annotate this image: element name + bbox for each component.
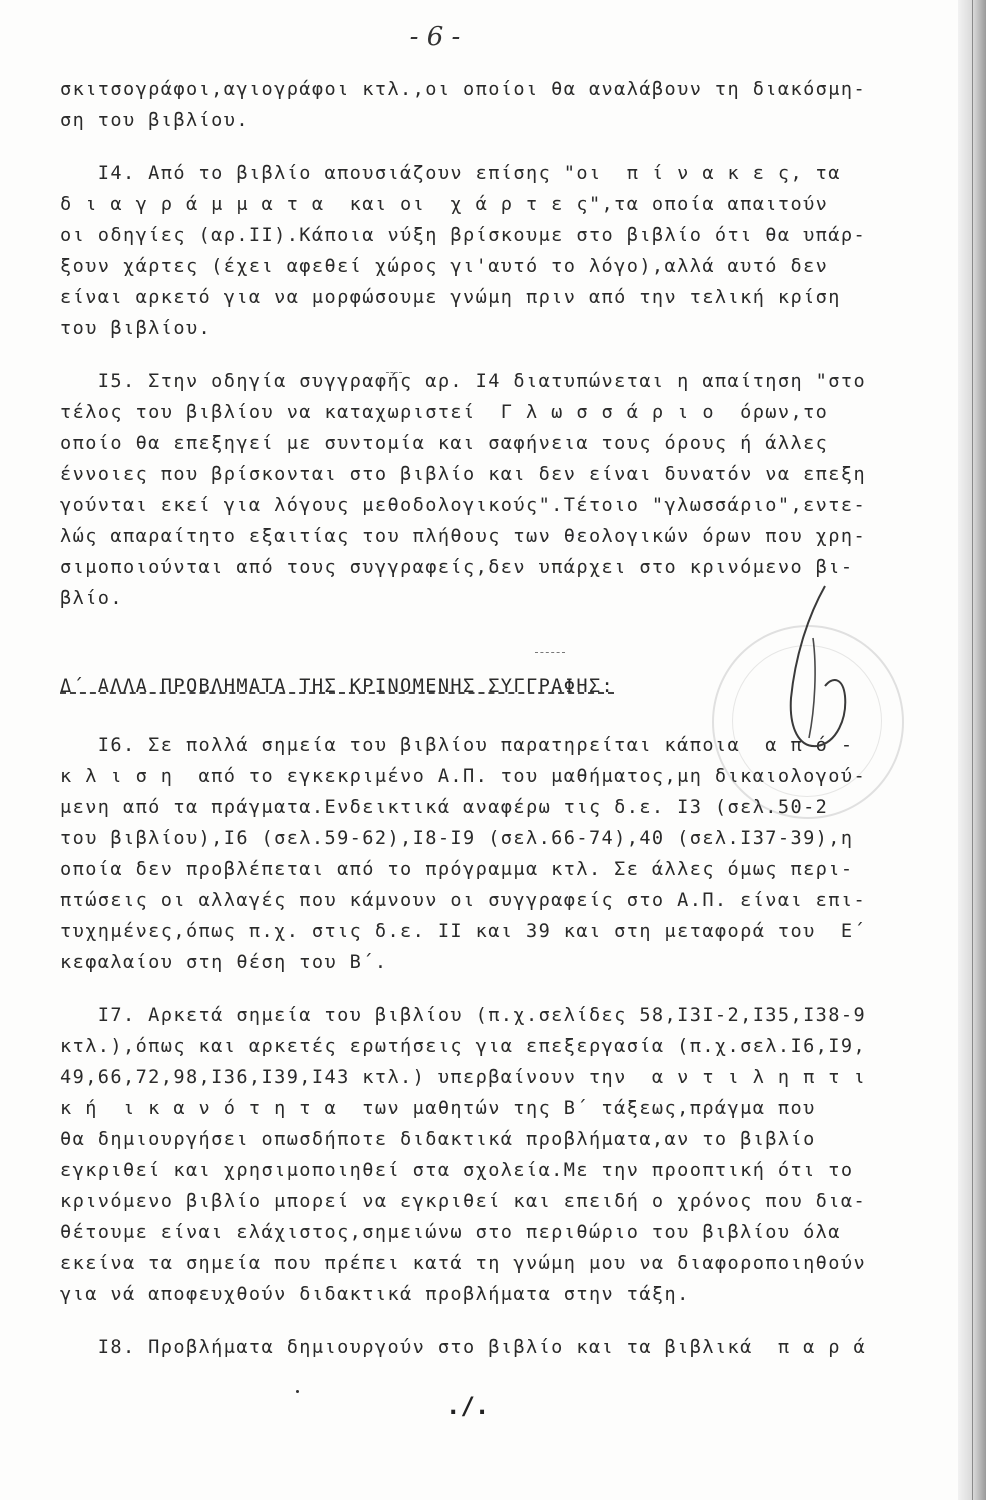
text-line: εγκριθεί και χρησιμοποιηθεί στα σχολεία.Με την προοπτική ότι το: [60, 1160, 854, 1181]
text-line: ση του βιβλίου.: [60, 110, 249, 131]
text-line: του βιβλίου.: [60, 318, 212, 339]
text-line: κρινόμενο βιβλίο μπορεί να εγκριθεί και επειδή ο χρόνος που δια-: [60, 1191, 867, 1212]
text-line: τέλος του βιβλίου να καταχωριστεί Γ λ ω σ σ ά ρ ι ο όρων,το: [60, 402, 829, 423]
body-text-lower: [60, 730, 940, 1363]
section-heading: Δ΄ ΑΛΛΑ ΠΡΟΒΛΗΜΑΤΑ ΤΗΣ ΚΡΙΝΟΜΕΝΗΣ ΣΥΓΓΡΑΦΗΣ:: [60, 676, 615, 697]
text-line: οι οδηγίες (αρ.ΙΙ).Κάποια νύξη βρίσκουμε στο βιβλίο ότι θα υπάρ-: [60, 225, 867, 246]
text-line: βλίο.: [60, 588, 123, 609]
continuation-mark: ./.: [446, 1392, 490, 1420]
text-line: Ι5. Στην οδηγία συγγραφής αρ. Ι4 διατυπώνεται η απαίτηση "στο: [60, 371, 867, 392]
text-line: οποία δεν προβλέπεται από το πρόγραμμα κτλ. Σε άλλες όμως περι-: [60, 859, 854, 880]
signature-mark: [755, 578, 875, 778]
text-line: πτώσεις οι αλλαγές που κάμνουν οι συγγραφείς στο Α.Π. είναι επι-: [60, 890, 867, 911]
text-line: δ ι α γ ρ ά μ μ α τ α και οι χ ά ρ τ ε ς",τα οποία απαιτούν: [60, 194, 829, 215]
text-line: τυχημένες,όπως π.χ. στις δ.ε. ΙΙ και 39 και στη μεταφορά του Ε΄: [60, 921, 867, 942]
text-line: σκιτσογράφοι,αγιογράφοι κτλ.,οι οποίοι θα αναλάβουν τη διακόσμη-: [60, 79, 867, 100]
paragraph-15: [60, 366, 940, 614]
body-text: [60, 74, 940, 614]
text-line: κ λ ι σ η από το εγκεκριμένο Α.Π. του μαθήματος,μη δικαιολογού-: [60, 766, 867, 787]
text-line: θέτουμε είναι ελάχιστος,σημειώνω στο περιθώριο του βιβλίου όλα: [60, 1222, 841, 1243]
text-line: είναι αρκετό για να μορφώσουμε γνώμη πριν από την τελική κρίση: [60, 287, 841, 308]
text-line: ξουν χάρτες (έχει αφεθεί χώρος γι'αυτό το λόγο),αλλά αυτό δεν: [60, 256, 829, 277]
text-line: Ι6. Σε πολλά σημεία του βιβλίου παρατηρείται κάποια α π ό -: [60, 735, 854, 756]
text-line: Ι8. Προβλήματα δημιουργούν στο βιβλίο και τα βιβλικά π α ρ ά: [60, 1337, 867, 1358]
text-line: κ ή ι κ α ν ό τ η τ α των μαθητών της Β΄ τάξεως,πράγμα που: [60, 1098, 816, 1119]
page-binding-edge: [958, 0, 986, 1500]
text-line: κεφαλαίου στη θέση του Β΄.: [60, 952, 388, 973]
text-line: γούνται εκεί για λόγους μεθοδολογικούς".Τέτοιο "γλωσσάριο",εντε-: [60, 495, 867, 516]
page-number: - 6 -: [409, 22, 461, 52]
text-line: έννοιες που βρίσκονται στο βιβλίο και δεν είναι δυνατόν να επεξη: [60, 464, 867, 485]
paragraph-14: [60, 158, 940, 344]
text-line: Ι4. Από το βιβλίο απουσιάζουν επίσης "οι π ί ν α κ ε ς, τα: [60, 163, 841, 184]
paragraph-intro: [60, 74, 940, 136]
text-line: εκείνα τα σημεία που πρέπει κατά τη γνώμη μου να διαφοροποιηθούν: [60, 1253, 867, 1274]
text-line: Ι7. Αρκετά σημεία του βιβλίου (π.χ.σελίδες 58,Ι3Ι-2,Ι35,Ι38-9: [60, 1005, 867, 1026]
text-line: θα δημιουργήσει οπωσδήποτε διδακτικά προβλήματα,αν το βιβλίο: [60, 1129, 816, 1150]
text-line: λώς απαραίτητο εξαιτίας του πλήθους των θεολογικών όρων που χρη-: [60, 526, 867, 547]
text-line: οποίο θα επεξηγεί με συντομία και σαφήνεια τους όρους ή άλλες: [60, 433, 829, 454]
divider-mark: [386, 372, 402, 373]
text-line: 49,66,72,98,Ι36,Ι39,Ι43 κτλ.) υπερβαίνουν την α ν τ ι λ η π τ ι: [60, 1067, 867, 1088]
paragraph-18: [60, 1332, 940, 1363]
ink-speck: [296, 1390, 299, 1393]
text-line: μενη από τα πράγματα.Ενδεικτικά αναφέρω τις δ.ε. Ι3 (σελ.50-2: [60, 797, 829, 818]
text-line: του βιβλίου),Ι6 (σελ.59-62),Ι8-Ι9 (σελ.66-74),40 (σελ.Ι37-39),η: [60, 828, 854, 849]
text-line: για νά αποφευχθούν διδακτικά προβλήματα στην τάξη.: [60, 1284, 690, 1305]
text-line: κτλ.),όπως και αρκετές ερωτήσεις για επεξεργασία (π.χ.σελ.Ι6,Ι9,: [60, 1036, 867, 1057]
divider-mark: [535, 652, 565, 653]
paragraph-17: [60, 1000, 940, 1310]
text-line: σιμοποιούνται από τους συγγραφείς,δεν υπάρχει στο κρινόμενο βι-: [60, 557, 854, 578]
